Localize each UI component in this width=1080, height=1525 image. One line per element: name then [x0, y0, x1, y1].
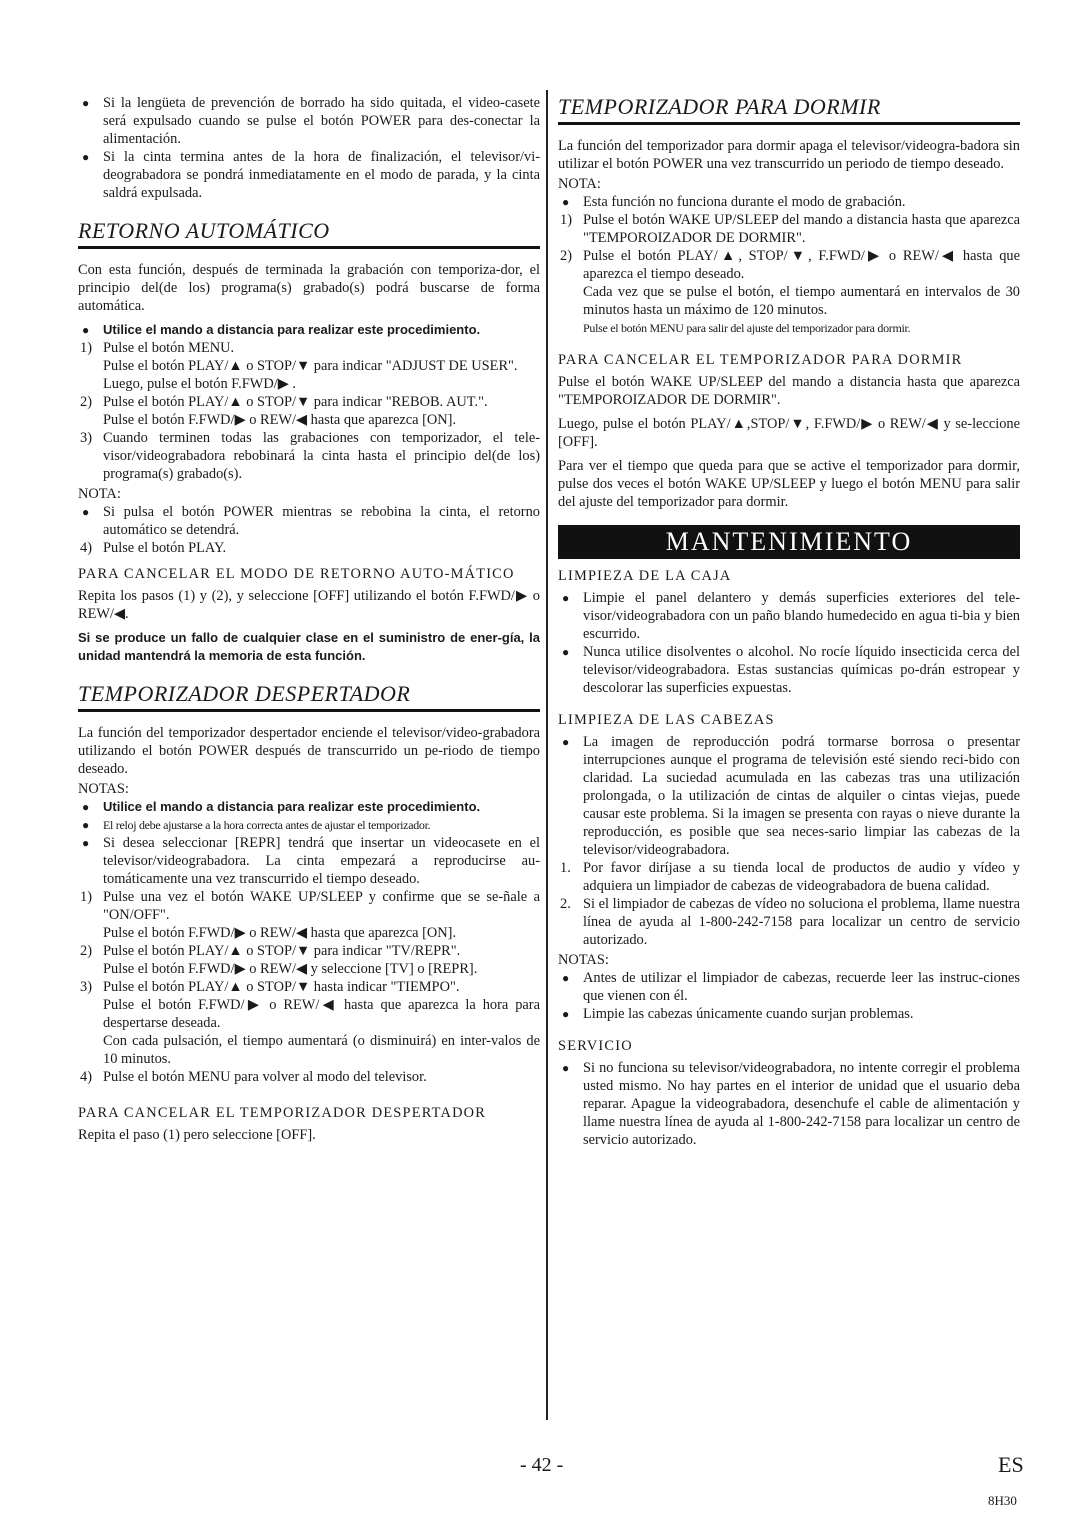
left-column: [78, 94, 540, 1144]
dormir-title: TEMPORIZADOR PARA DORMIR: [558, 94, 1020, 125]
servicio-title: SERVICIO: [558, 1038, 633, 1054]
despertador-title: TEMPORIZADOR DESPERTADOR: [78, 681, 540, 712]
cabezas-notas-label: NOTAS:: [558, 952, 609, 968]
dormir-step-2: 2) Pulse el botón PLAY/▲, STOP/▼, F.FWD/▶ o REW/◀ hasta que aparezca el tiempo deseado. Cada vez que se pulse el botón, el tiempo aumentará en intervalos de 30 minutos hasta un máximo de 120 minutos.: [560, 248, 1020, 318]
language-code: ES: [998, 1452, 1024, 1477]
retorno-power-note: Si se produce un fallo de cualquier clase en el suministro de ener-gía, la unidad mantendrá la memoria de esta función.: [78, 630, 540, 663]
page-number: - 42 -: [520, 1454, 564, 1476]
retorno-title: RETORNO AUTOMÁTICO: [78, 218, 540, 249]
dormir-cancel-p2: Luego, pulse el botón PLAY/▲,STOP/▼, F.FWD/▶ o REW/◀ y se-leccione [OFF].: [558, 416, 1020, 450]
retorno-step-1: 1) Pulse el botón MENU. Pulse el botón PLAY/▲ o STOP/▼ para indicar "ADJUST DE USER". Luego, pulse el botón F.FWD/▶ .: [80, 340, 518, 392]
despertador-bullet-repr: ● Si desea seleccionar [REPR] tendrá que insertar un videocasete en el televisor/videograbadora. La cinta empezará a reproducirse au-tomáticamente una vez transcurrido el tiempo deseado.: [78, 834, 540, 888]
retorno-step-3: 3) Cuando terminen todas las grabaciones con temporizador, el tele-visor/videograbadora rebobinará la cinta hasta el principio del(de los) programa(s) grabado(s).: [80, 430, 540, 482]
retorno-nota-label: NOTA:: [78, 486, 121, 502]
despertador-bullet-clock: ● El reloj debe ajustarse a la hora correcta antes de ajustar el temporizador.: [78, 816, 540, 834]
dormir-menu-line: Pulse el botón MENU para salir del ajuste del temporizador para dormir.: [583, 321, 911, 335]
dormir-step-1: 1) Pulse el botón WAKE UP/SLEEP del mando a distancia hasta que aparezca "TEMPOROIZADOR DE DORMIR".: [560, 212, 1020, 246]
cabezas-nota-1: ● Antes de utilizar el limpiador de cabezas, recuerde leer las instruc-ciones que vienen con él.: [558, 969, 1020, 1005]
caja-title: LIMPIEZA DE LA CAJA: [558, 568, 732, 584]
dormir-cancel-title: PARA CANCELAR EL TEMPORIZADOR PARA DORMIR: [558, 352, 963, 368]
dormir-intro: La función del temporizador para dormir apaga el televisor/videogra-badora sin utilizar el botón POWER una vez transcurrido un periodo de tiempo deseado.: [558, 138, 1020, 172]
dormir-cancel-p3: Para ver el tiempo que queda para que se active el temporizador para dormir, pulse dos veces el botón WAKE UP/SLEEP y luego el botón MENU para salir del ajuste del temporizador para dormir.: [558, 458, 1020, 510]
retorno-cancel-title: PARA CANCELAR EL MODO DE RETORNO AUTO-MÁTICO: [78, 566, 515, 582]
retorno-nota-bullet: ● Si pulsa el botón POWER mientras se rebobina la cinta, el retorno automático se detendrá.: [78, 503, 540, 539]
model-code: 8H30: [988, 1493, 1017, 1508]
cabezas-bullet: ● La imagen de reproducción podrá tormarse borrosa o presentar interrupciones aunque el programa de televisión esté siendo reci-bido con claridad. La suciedad acumulada en las cabezas tras una utilización prolongada, o la utilización de cintas de alquiler o cintas viejas, puede causar este problema. Si la imagen se presenta con rayas o nieve durante la reproducción, es posible que sea neces-sario limpiar las cabezas de la televisor/videograbadora.: [558, 733, 1020, 859]
despertador-bullet-remote: ● Utilice el mando a distancia para realizar este procedimiento.: [78, 798, 540, 816]
despertador-notas-label: NOTAS:: [78, 781, 129, 797]
despertador-step-2: 2) Pulse el botón PLAY/▲ o STOP/▼ para indicar "TV/REPR". Pulse el botón F.FWD/▶ o REW/◀ y seleccione [TV] o [REPR].: [80, 943, 478, 977]
retorno-step-2: 2) Pulse el botón PLAY/▲ o STOP/▼ para indicar "REBOB. AUT.". Pulse el botón F.FWD/▶ o REW/◀ hasta que aparezca [ON].: [80, 394, 488, 428]
caja-bullet-1: ● Limpie el panel delantero y demás superficies exteriores del tele-visor/videograbadora con un paño blando humedecido en agua ti-bia y bien escurrido.: [558, 589, 1020, 643]
despertador-step-1: 1) Pulse una vez el botón WAKE UP/SLEEP y confirme que se se-ñale a "ON/OFF". Pulse el botón F.FWD/▶ o REW/◀ hasta que aparezca [ON].: [80, 889, 540, 941]
despertador-step-3: 3) Pulse el botón PLAY/▲ o STOP/▼ hasta indicar "TIEMPO". Pulse el botón F.FWD/▶ o REW/◀ hasta que aparezca la hora para despertarse deseada. Con cada pulsación, el tiempo aumentará (o disminuirá) en inter-valos de 10 minutos.: [80, 979, 540, 1067]
caja-bullet-2: ● Nunca utilice disolventes o alcohol. No rocíe líquido insecticida cerca del televisor/videograbadora. Estas sustancias químicas po-drán estropear y descolorar las superficies expuestas.: [558, 643, 1020, 697]
column-divider: [546, 90, 548, 1420]
servicio-bullet: ● Si no funciona su televisor/videograbadora, no intente corregir el problema usted mismo. No hay partes en el interior de unidad que el usuario deba reparar. Apague la videograbadora, desenchufe el cable de alimentación y llame nuestra línea de ayuda al 1-800-242-7158 para localizar un centro de servicio autorizado.: [558, 1059, 1020, 1149]
retorno-step-4: 4) Pulse el botón PLAY.: [80, 540, 227, 556]
cabezas-nota-2: ● Limpie las cabezas únicamente cuando surjan problemas.: [558, 1005, 1020, 1023]
dormir-nota-bullet: ● Esta función no funciona durante el modo de grabación.: [558, 193, 1020, 211]
dormir-cancel-p1: Pulse el botón WAKE UP/SLEEP del mando a distancia hasta que aparezca "TEMPOROIZADOR DE DORMIR".: [558, 374, 1020, 408]
mantenimiento-banner: MANTENIMIENTO: [558, 525, 1020, 559]
despertador-step-4: 4) Pulse el botón MENU para volver al modo del televisor.: [80, 1069, 427, 1085]
retorno-intro: Con esta función, después de terminada la grabación con temporiza-dor, el principio del(de los) programa(s) grabado(s) podrá buscarse de forma automática.: [78, 262, 540, 314]
intro-bullet-1: ● Si la lengüeta de prevención de borrado ha sido quitada, el video-casete será expulsado cuando se pulse el botón POWER para des-conectar la alimentación.: [78, 94, 540, 148]
right-column: [558, 94, 1020, 1149]
despertador-intro: La función del temporizador despertador enciende el televisor/video-grabadora utilizando el botón POWER después de transcurrido un pe-riodo de tiempo deseado.: [78, 725, 540, 777]
retorno-cancel-text: Repita los pasos (1) y (2), y seleccione [OFF] utilizando el botón F.FWD/▶ o REW/◀.: [78, 588, 540, 622]
despertador-cancel-title: PARA CANCELAR EL TEMPORIZADOR DESPERTADOR: [78, 1105, 487, 1121]
cabezas-step-1: 1. Por favor diríjase a su tienda local de productos de audio y vídeo y adquiera un limpiador de cabezas de videograbadora de buena calidad.: [560, 860, 1020, 894]
cabezas-title: LIMPIEZA DE LAS CABEZAS: [558, 712, 775, 728]
intro-bullet-2: ● Si la cinta termina antes de la hora de finalización, el televisor/vi-deograbadora se pondrá inmediatamente en el modo de parada, y la cinta saldrá expulsada.: [78, 148, 540, 202]
dormir-nota-label: NOTA:: [558, 176, 601, 192]
cabezas-step-2: 2. Si el limpiador de cabezas de vídeo no soluciona el problema, llame nuestra línea de ayuda al 1-800-242-7158 para localizar un centro de servicio autorizado.: [560, 896, 1020, 948]
despertador-cancel-text: Repita el paso (1) pero seleccione [OFF].: [78, 1127, 316, 1143]
retorno-remote-bullet: ● Utilice el mando a distancia para realizar este procedimiento.: [78, 321, 540, 339]
